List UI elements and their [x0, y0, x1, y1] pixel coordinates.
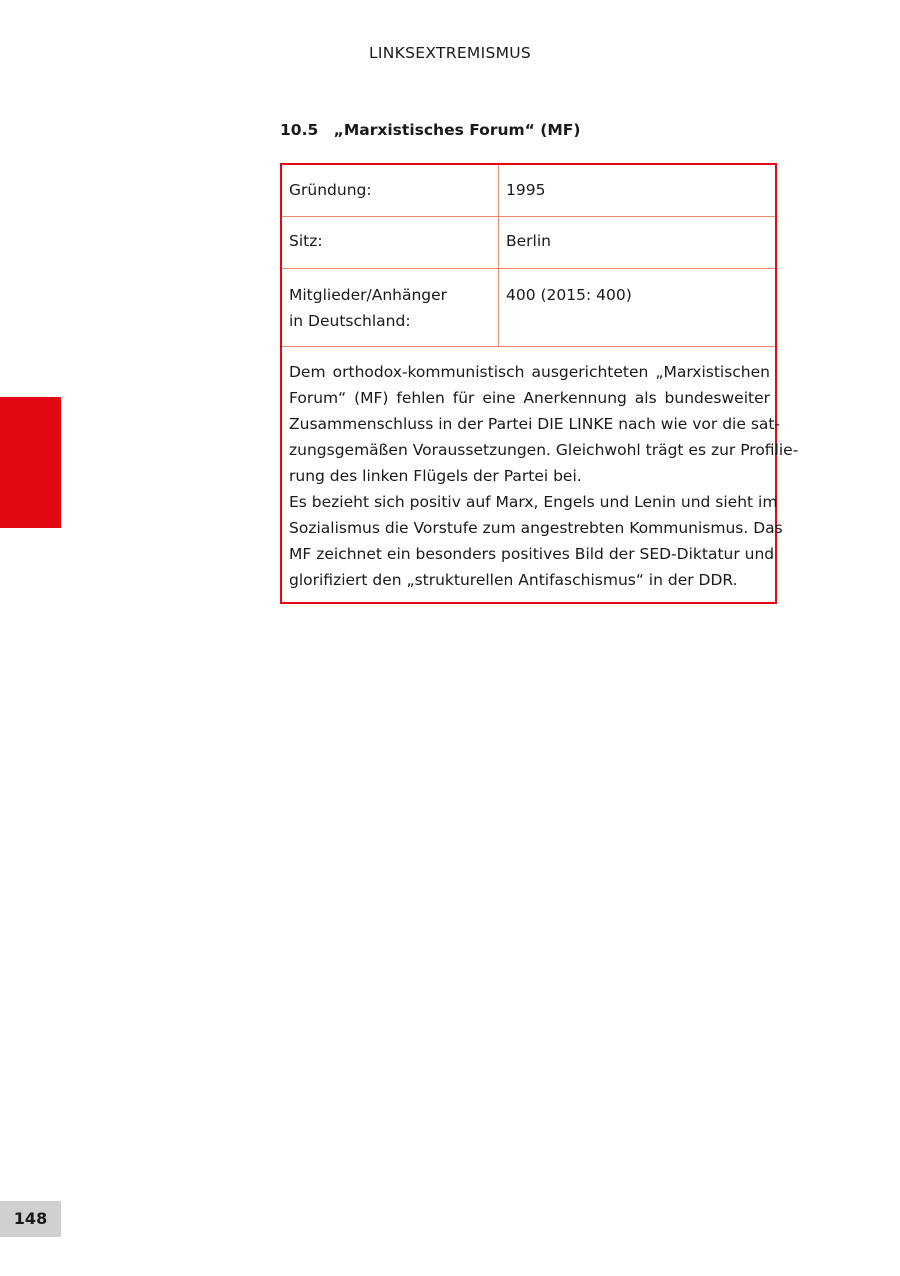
description-text	[289, 359, 799, 593]
fact-label: Mitglieder/Anhänger	[289, 286, 448, 304]
text-line: rung des linken Flügels der Partei bei.	[289, 467, 582, 485]
section-title: „Marxistisches Forum“ (MF)	[333, 121, 581, 139]
fact-value: 1995	[506, 181, 546, 199]
fact-label: in Deutschland:	[289, 312, 411, 330]
fact-row-seat	[282, 217, 775, 269]
text-line: Dem orthodox-kommunistisch ausgerichteten „Marxistischen	[289, 363, 770, 381]
text-line: Es bezieht sich positiv auf Marx, Engels und Lenin und sieht im	[289, 493, 778, 511]
text-line: Zusammenschluss in der Partei DIE LINKE nach wie vor die sat-	[289, 415, 781, 433]
text-line: MF zeichnet ein besonders positives Bild der SED-Diktatur und	[289, 545, 775, 563]
page-number: 148	[0, 1201, 61, 1237]
text-line: glorifiziert den „strukturellen Antifaschismus“ in der DDR.	[289, 571, 738, 589]
fact-row-founding	[282, 165, 775, 217]
text-line: Forum“ (MF) fehlen für eine Anerkennung als bundesweiter	[289, 389, 770, 407]
running-head: LINKSEXTREMISMUS	[368, 44, 532, 62]
fact-value: 400 (2015: 400)	[506, 286, 632, 304]
info-box	[280, 163, 799, 604]
fact-row-members	[282, 269, 775, 347]
fact-label: Gründung:	[289, 181, 372, 199]
text-line: zungsgemäßen Voraussetzungen. Gleichwohl trägt es zur Profilie-	[289, 441, 799, 459]
fact-label: Sitz:	[289, 232, 323, 250]
text-line: Sozialismus die Vorstufe zum angestrebten Kommunismus. Das	[289, 519, 783, 537]
chapter-tab-marker	[0, 397, 61, 528]
fact-value: Berlin	[506, 232, 551, 250]
section-heading	[280, 121, 580, 139]
section-number: 10.5	[280, 121, 319, 139]
